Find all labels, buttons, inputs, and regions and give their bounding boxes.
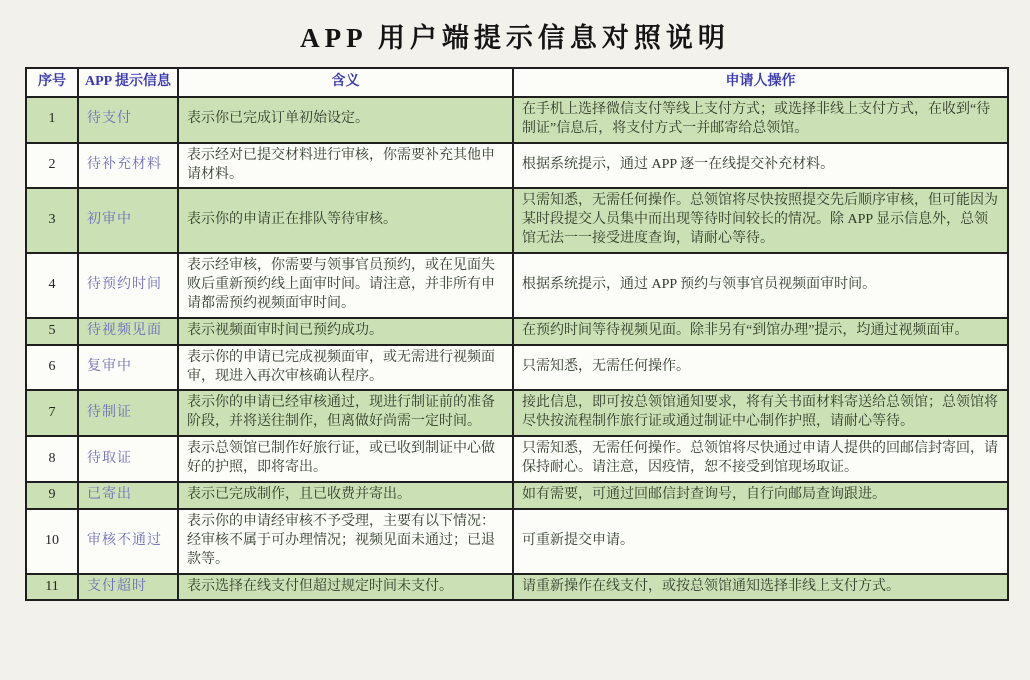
row-number: 5	[26, 318, 78, 345]
header-cell-status: APP 提示信息	[78, 68, 178, 97]
action-text: 根据系统提示，通过 APP 预约与领事官员视频面审时间。	[513, 253, 1008, 318]
meaning-text: 表示视频面审时间已预约成功。	[178, 318, 513, 345]
meaning-text: 表示你已完成订单初始设定。	[178, 97, 513, 143]
row-number: 9	[26, 482, 78, 509]
status-label: 复审中	[78, 345, 178, 391]
meaning-text: 表示你的申请已完成视频面审，或无需进行视频面审，现进入再次审核确认程序。	[178, 345, 513, 391]
action-text: 请重新操作在线支付，或按总领馆通知选择非线上支付方式。	[513, 574, 1008, 601]
meaning-text: 表示经对已提交材料进行审核，你需要补充其他申请材料。	[178, 143, 513, 189]
row-number: 1	[26, 97, 78, 143]
action-text: 只需知悉，无需任何操作。总领馆将尽快通过申请人提供的回邮信封寄回，请保持耐心。请注意，因疫情，恕不接受到馆现场取证。	[513, 436, 1008, 482]
table-row	[26, 318, 1008, 345]
table-row	[26, 188, 1008, 253]
meaning-text: 表示经审核，你需要与领事官员预约，或在见面失败后重新预约线上面审时间。请注意，并非所有申请都需预约视频面审时间。	[178, 253, 513, 318]
header-cell-meaning: 含义	[178, 68, 513, 97]
status-label: 待视频见面	[78, 318, 178, 345]
meaning-text: 表示你的申请正在排队等待审核。	[178, 188, 513, 253]
row-number: 6	[26, 345, 78, 391]
status-label: 支付超时	[78, 574, 178, 601]
action-text: 在手机上选择微信支付等线上支付方式；或选择非线上支付方式，在收到“待制证”信息后，将支付方式一并邮寄给总领馆。	[513, 97, 1008, 143]
action-text: 只需知悉，无需任何操作。	[513, 345, 1008, 391]
row-number: 4	[26, 253, 78, 318]
row-number: 3	[26, 188, 78, 253]
header-cell-number: 序号	[26, 68, 78, 97]
header-cell-action: 申请人操作	[513, 68, 1008, 97]
table-row	[26, 253, 1008, 318]
table-row	[26, 345, 1008, 391]
table-row	[26, 390, 1008, 436]
status-label: 待支付	[78, 97, 178, 143]
page-title: APP 用户端提示信息对照说明	[300, 23, 730, 53]
action-text: 接此信息，即可按总领馆通知要求，将有关书面材料寄送给总领馆；总领馆将尽快按流程制作旅行证或通过制证中心制作护照，请耐心等待。	[513, 390, 1008, 436]
action-text: 只需知悉，无需任何操作。总领馆将尽快按照提交先后顺序审核，但可能因为某时段提交人员集中而出现等待时间较长的情况。除 APP 显示信息外，总领馆无法一一接受进度查询，请耐心等待。	[513, 188, 1008, 253]
row-number: 8	[26, 436, 78, 482]
action-text: 可重新提交申请。	[513, 509, 1008, 574]
meaning-text: 表示你的申请经审核不予受理，主要有以下情况：经审核不属于可办理情况；视频见面未通过；已退款等。	[178, 509, 513, 574]
meaning-text: 表示你的申请已经审核通过，现进行制证前的准备阶段，并将送往制作，但离做好尚需一定时间。	[178, 390, 513, 436]
status-label: 审核不通过	[78, 509, 178, 574]
row-number: 11	[26, 574, 78, 601]
meaning-text: 表示已完成制作，且已收费并寄出。	[178, 482, 513, 509]
status-label: 已寄出	[78, 482, 178, 509]
action-text: 根据系统提示，通过 APP 逐一在线提交补充材料。	[513, 143, 1008, 189]
meaning-text: 表示总领馆已制作好旅行证，或已收到制证中心做好的护照，即将寄出。	[178, 436, 513, 482]
status-label: 初审中	[78, 188, 178, 253]
table-row	[26, 436, 1008, 482]
table-row	[26, 482, 1008, 509]
meaning-text: 表示选择在线支付但超过规定时间未支付。	[178, 574, 513, 601]
status-reference-table	[25, 67, 1009, 601]
table-row	[26, 143, 1008, 189]
row-number: 2	[26, 143, 78, 189]
status-label: 待补充材料	[78, 143, 178, 189]
status-label: 待预约时间	[78, 253, 178, 318]
row-number: 10	[26, 509, 78, 574]
header-row	[26, 68, 1008, 97]
table-row	[26, 509, 1008, 574]
action-text: 在预约时间等待视频见面。除非另有“到馆办理”提示，均通过视频面审。	[513, 318, 1008, 345]
action-text: 如有需要，可通过回邮信封查询号，自行向邮局查询跟进。	[513, 482, 1008, 509]
table-row	[26, 97, 1008, 143]
row-number: 7	[26, 390, 78, 436]
table-row	[26, 574, 1008, 601]
status-label: 待制证	[78, 390, 178, 436]
status-label: 待取证	[78, 436, 178, 482]
